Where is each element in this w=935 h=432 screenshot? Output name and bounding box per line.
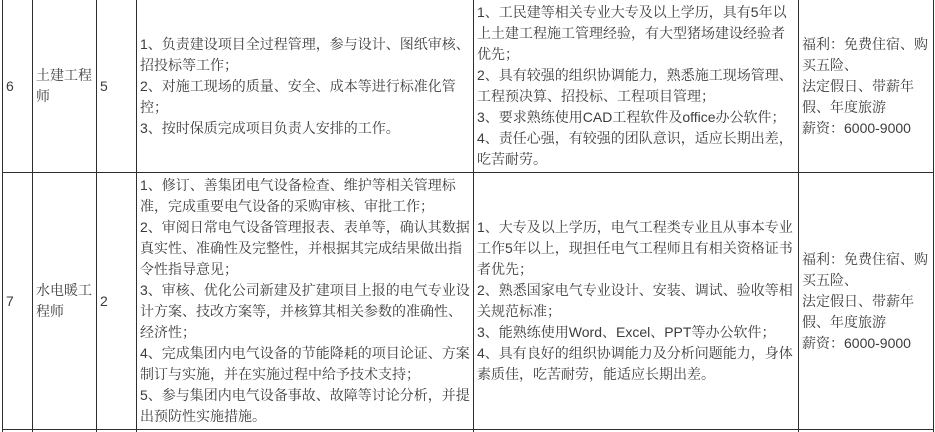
seq-cell: 7 — [3, 173, 33, 430]
requirements-cell: 1、大专及以上学历，电气工程类专业且从事本专业工作5年以上，现担任电气工程师且有相关资格证书者优先； 2、熟悉国家电气专业设计、安装、调试、验收等相关规范标准； 3、能熟练使用Word、Excel、PPT等办公软件； 4、具有良好的组织协调能力及分析问题能力，身体素质佳，吃苦耐劳，能适应长期出差。 — [474, 173, 799, 430]
position-cell: 水电暖工程师 — [33, 173, 97, 430]
position-cell: 土建工程师 — [33, 0, 97, 173]
headcount-cell: 5 — [97, 0, 137, 173]
table-row — [3, 173, 934, 430]
job-listings-table — [2, 0, 934, 432]
seq-cell: 6 — [3, 0, 33, 173]
headcount-cell: 2 — [97, 173, 137, 430]
table-row — [3, 0, 934, 173]
duties-cell: 1、修订、善集团电气设备检查、维护等相关管理标准，完成重要电气设备的采购审核、审批工作； 2、审阅日常电气设备管理报表、表单等，确认其数据真实性、准确性及完整性，并根据其完成结果做出指令性指导意见； 3、审核、优化公司新建及扩建项目上报的电气专业设计方案、技改方案等，并核算其相关参数的准确性、经济性； 4、完成集团内电气设备的节能降耗的项目论证、方案制订与实施，并在实施过程中给予技术支持； 5、参与集团内电气设备事故、故障等讨论分析，并提出预防性实施措施。 — [137, 173, 474, 430]
salary-benefits-cell: 福利：免费住宿、购买五险、 法定假日、带薪年假、年度旅游 薪资：6000-9000 — [799, 0, 934, 173]
requirements-cell: 1、工民建等相关专业大专及以上学历，具有5年以上土建工程施工管理经验，有大型猪场建设经验者优先； 2、具有较强的组织协调能力，熟悉施工现场管理、工程预决算、招投标、工程项目管理； 3、要求熟练使用CAD工程软件及office办公软件； 4、责任心强，有较强的团队意识，适应长期出差，吃苦耐劳。 — [474, 0, 799, 173]
salary-benefits-cell: 福利：免费住宿、购买五险、 法定假日、带薪年假、年度旅游 薪资：6000-9000 — [799, 173, 934, 430]
duties-cell: 1、负责建设项目全过程管理，参与设计、图纸审核、招投标等工作； 2、对施工现场的质量、安全、成本等进行标准化管控； 3、按时保质完成项目负责人安排的工作。 — [137, 0, 474, 173]
